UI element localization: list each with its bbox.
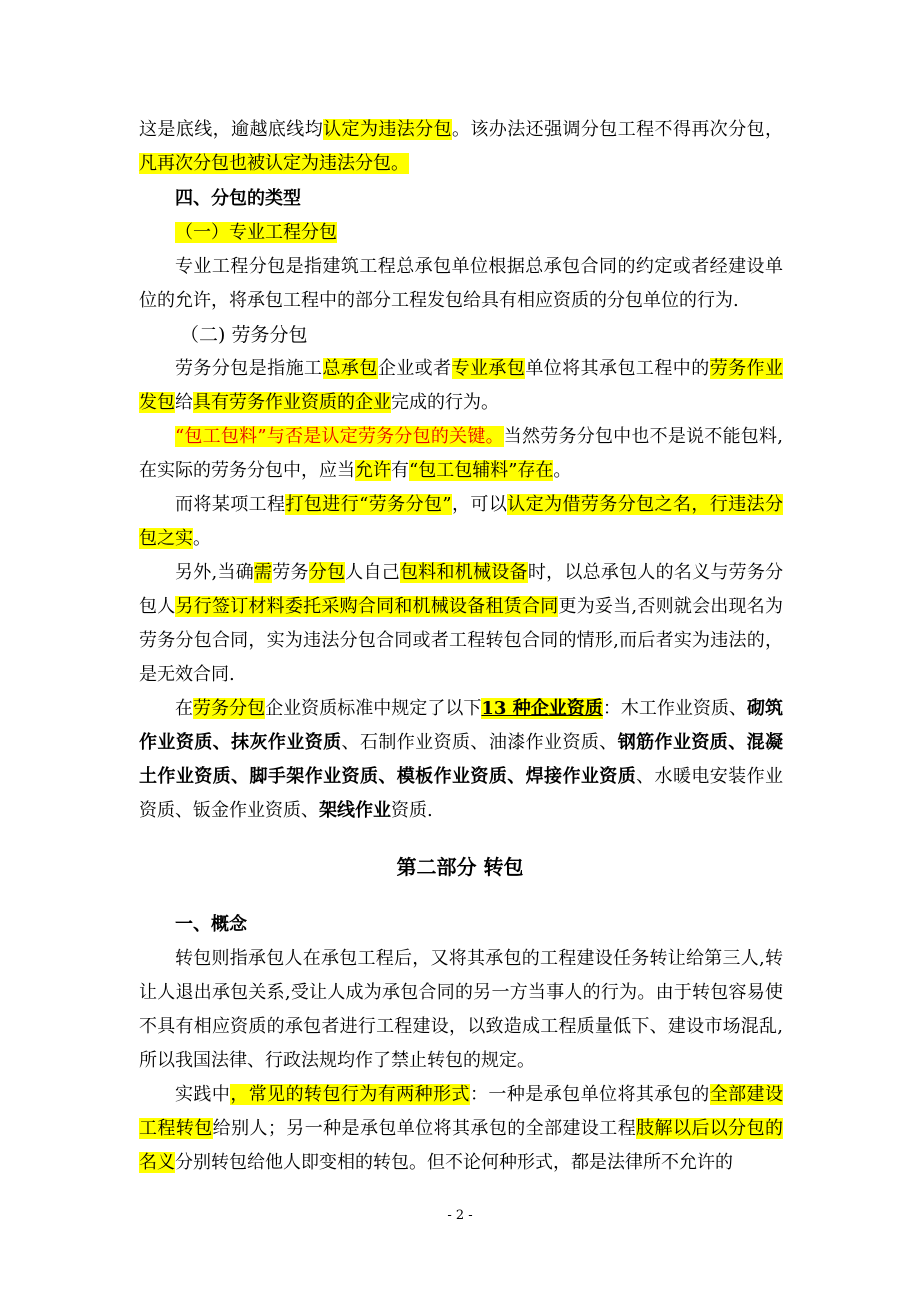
text-run: 劳务分包是指施工 [175,358,323,379]
highlighted-text: 包料和机械设备 [400,562,528,583]
highlighted-red-text: “包工包料”与否是认定劳务分包的关键。 [175,426,504,447]
text-run: 时，以总承包人的名义与劳务分包人 [139,562,784,617]
text-run: 资质. [391,800,433,821]
concept-heading: 一、概念 [175,914,247,935]
text-run: 而将某项工程 [175,494,286,515]
highlighted-text: 分包 [308,562,346,583]
bold-text: 砌筑作业资质、抹灰作业资质 [139,698,784,753]
professional-subcontract-paragraph: 专业工程分包是指建筑工程总承包单位根据总承包合同的约定或者经建设单位的允许，将承包工程中的部分工程发包给具有相应资质的分包单位的行为. [139,256,783,311]
subsection-heading-labor: （二) 劳务分包 [180,324,308,346]
materials-equipment-paragraph [139,556,783,692]
text-run: 、石制作业资质、油漆作业资质、 [341,732,618,753]
text-run: 另外,当确 [175,562,254,583]
intro-paragraph [139,113,783,181]
part-two-heading: 第二部分 转包 [396,855,524,879]
highlighted-text: 具有劳务作业资质的企业 [193,392,391,413]
highlighted-text: 劳务分包 [193,698,266,719]
key-criterion-paragraph [139,420,783,488]
text-run: 当然劳务分包中也不是说不能包料,在实际的劳务分包中，应当 [139,426,783,481]
text-run: ，可以 [451,494,508,515]
bold-text: 架线作业 [319,800,391,821]
text-run: 企业或者 [377,358,452,379]
text-run: ：木工作业资质、 [602,698,748,719]
highlighted-text: 专业承包 [451,358,526,379]
highlighted-text: 另行签订材料委托采购合同和机械设备租赁合同 [175,596,559,617]
text-run: 企业资质标准中规定了以下 [265,698,482,719]
practice-paragraph [139,1078,783,1180]
text-run: 。 [553,460,572,481]
section-heading-types: 四、分包的类型 [175,188,301,209]
text-run: 。该办法还强调分包工程不得再次分包， [452,119,784,140]
text-run: 实践中 [175,1084,231,1105]
highlighted-text: ，常见的转包行为有两种形式 [230,1084,470,1105]
page-number: - 2 - [447,1208,473,1223]
highlighted-text: 认定为借劳务分包之名，行违法分包之实 [139,494,784,549]
text-run: 、水暖电安装作业资质、钣金作业资质、 [139,766,784,821]
concept-paragraph: 转包则指承包人在承包工程后，又将其承包的工程建设任务转让给第三人,转让人退出承包关系,受让人成为承包合同的另一方当事人的行为。由于转包容易使不具有相应资质的承包者进行工程建设，以致造成工程质量低下、建设市场混乱,所以我国法律、行政法规均作了禁止转包的规定。 [139,948,783,1071]
highlighted-bold-underlined-text: 13 种企业资质 [481,698,603,719]
highlighted-text: 认定为违法分包 [323,119,453,140]
text-run: 有 [391,460,409,481]
labor-subcontract-paragraph [139,352,783,420]
highlighted-text: 肢解以后以分包的名义 [139,1118,784,1173]
highlighted-text: 需 [253,562,273,583]
text-run: 。 [193,528,211,549]
text-run: 单位将其承包工程中的 [525,358,710,379]
subsection-heading-professional [175,216,337,250]
bold-text: 钢筋作业资质、混凝土作业资质、脚手架作业资质、模板作业资质、焊接作业资质 [139,732,784,787]
highlighted-text: （一）专业工程分包 [175,222,337,243]
text-run: 劳务 [272,562,309,583]
text-run: 给别人；另一种是承包单位将其承包的全部建设工程 [212,1118,637,1139]
text-run: 这是底线，逾越底线均 [139,119,324,140]
package-labor-paragraph [139,488,783,556]
highlighted-text: 打包进行“劳务分包” [285,494,452,515]
text-run: 完成的行为。 [391,392,499,413]
highlighted-text: 凡再次分包也被认定为违法分包。 [139,153,409,174]
qualifications-paragraph [139,692,783,828]
text-run: 在 [175,698,194,719]
highlighted-text: 全部建设工程转包 [139,1084,783,1139]
text-run: 更为妥当,否则就会出现名为劳务分包合同，实为违法分包合同或者工程转包合同的情形,而后者实为违法的，是无效合同. [139,596,784,685]
highlighted-text: “包工包辅料”存在 [409,460,554,481]
text-run: 分别转包给他人即变相的转包。但不论何种形式，都是法律所不允许的 [175,1152,733,1173]
highlighted-text: 劳务作业发包 [139,358,783,413]
text-run: ：一种是承包单位将其承包的 [470,1084,710,1105]
text-run: 给 [175,392,193,413]
highlighted-text: 总承包 [322,358,378,379]
highlighted-text: 允许 [355,460,391,481]
text-run: 人自己 [345,562,401,583]
